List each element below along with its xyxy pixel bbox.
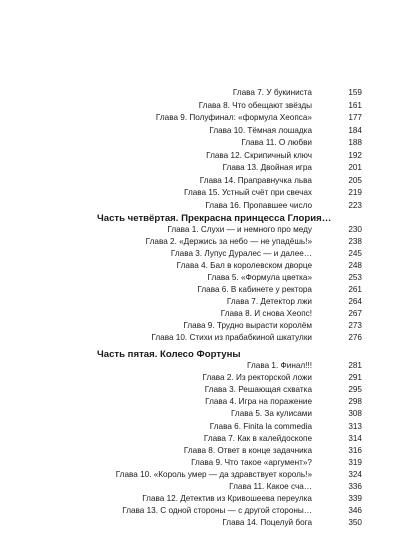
toc-entry xyxy=(0,396,362,407)
toc-entry xyxy=(0,505,362,516)
toc-entry-page-number: 298 xyxy=(348,397,362,407)
toc-entry xyxy=(0,236,362,247)
toc-entry-title: Глава 6. В кабинете у ректора xyxy=(197,285,312,294)
toc-entry-page-number: 313 xyxy=(348,421,362,431)
toc-entry-title: Глава 4. Игра на поражение xyxy=(205,397,312,407)
toc-entry-title: Глава 8. И снова Хеопс! xyxy=(220,309,312,318)
toc-entry xyxy=(0,408,362,419)
toc-entry-page-number: 346 xyxy=(348,506,362,516)
toc-entry xyxy=(0,272,362,283)
toc-entry-title: Глава 13. Двойная игра xyxy=(222,163,312,173)
toc-entry-title: Глава 11. О любви xyxy=(241,138,312,148)
part4-heading: Часть четвёртая. Прекрасна принцесса Глория… xyxy=(97,213,332,224)
toc-entry-page-number: 316 xyxy=(348,445,362,455)
toc-entry xyxy=(0,360,362,371)
toc-entry-page-number: 281 xyxy=(348,361,362,370)
toc-entry-page-number: 161 xyxy=(348,100,362,110)
toc-entry-title: Глава 14. Поцелуй бога xyxy=(222,518,312,528)
toc-entry xyxy=(0,187,362,198)
toc-entry-page-number: 276 xyxy=(348,333,362,342)
toc-entry-page-number: 324 xyxy=(348,469,362,479)
toc-entry-title: Глава 2. «Держись за небо — не упадёшь!» xyxy=(145,237,312,246)
toc-entry-title: Глава 7. У букиниста xyxy=(232,88,312,97)
toc-entry xyxy=(0,457,362,468)
toc-entry-title: Глава 8. Что обещают звёзды xyxy=(198,100,312,110)
toc-entry-title: Глава 15. Устный счёт при свечах xyxy=(183,188,312,198)
toc-entry-page-number: 339 xyxy=(348,494,362,504)
toc-entry-page-number: 188 xyxy=(348,138,362,148)
toc-entry-page-number: 184 xyxy=(348,125,362,135)
toc-entry-title: Глава 5. За кулисами xyxy=(230,409,312,419)
toc-entry-title: Глава 16. Пропавшее число xyxy=(205,200,312,210)
toc-entry-title: Глава 1. Слухи — и немного про меду xyxy=(167,225,312,234)
toc-entry-title: Глава 9. Что такое «аргумент»? xyxy=(191,457,312,467)
toc-entry xyxy=(0,384,362,395)
toc-entry xyxy=(0,481,362,492)
toc-entry-title: Глава 5. «Формула цветка» xyxy=(207,273,312,282)
toc-entry xyxy=(0,200,362,211)
toc-entry-page-number: 273 xyxy=(348,321,362,330)
toc-entry-title: Глава 10. Стихи из прабабкиной шкатулки xyxy=(151,333,312,342)
toc-entry-title: Глава 6. Finita la commedia xyxy=(209,421,312,431)
part5-heading: Часть пятая. Колесо Фортуны xyxy=(97,349,241,360)
toc-entry-page-number: 245 xyxy=(348,249,362,258)
toc-entry-page-number: 336 xyxy=(348,482,362,491)
toc-entry xyxy=(0,224,362,235)
toc-entry-page-number: 201 xyxy=(348,163,362,173)
toc-entry-title: Глава 12. Скрипичный ключ xyxy=(206,150,312,160)
toc-entry xyxy=(0,87,362,98)
toc-entry-page-number: 248 xyxy=(348,261,362,270)
toc-entry-page-number: 230 xyxy=(348,225,362,234)
toc-entry xyxy=(0,372,362,383)
toc-entry xyxy=(0,175,362,186)
toc-entry xyxy=(0,284,362,295)
toc-entry xyxy=(0,112,362,123)
toc-entry xyxy=(0,137,362,148)
toc-entry-title: Глава 12. Детектив из Кривошеева переулка xyxy=(142,494,312,504)
toc-entry-page-number: 308 xyxy=(348,409,362,419)
toc-entry-title: Глава 10. Тёмная лошадка xyxy=(209,125,312,135)
toc-entry-title: Глава 7. Как в калейдоскопе xyxy=(203,433,312,443)
toc-entry-page-number: 159 xyxy=(348,88,362,97)
toc-entry-title: Глава 4. Бал в королевском дворце xyxy=(176,261,312,270)
toc-entry-title: Глава 9. Полуфинал: «формула Хеопса» xyxy=(155,113,312,123)
toc-entry-title: Глава 13. С одной стороны — с другой стороны… xyxy=(122,506,312,516)
toc-entry-page-number: 238 xyxy=(348,237,362,246)
toc-entry-title: Глава 1. Финал!!! xyxy=(247,361,312,370)
toc-entry-title: Глава 10. «Король умер — да здравствует король!» xyxy=(115,469,312,479)
toc-entry-page-number: 264 xyxy=(348,297,362,306)
toc-entry-title: Глава 7. Детектор лжи xyxy=(226,297,312,306)
toc-entry-page-number: 314 xyxy=(348,433,362,443)
toc-entry-page-number: 350 xyxy=(348,518,362,528)
toc-entry xyxy=(0,517,362,528)
toc-entry-title: Глава 14. Праправнучка льва xyxy=(199,175,312,185)
toc-entry-page-number: 261 xyxy=(348,285,362,294)
toc-entry xyxy=(0,100,362,111)
toc-entry-title: Глава 9. Трудно вырасти королём xyxy=(183,321,312,330)
toc-entry xyxy=(0,125,362,136)
toc-entry-title: Глава 8. Ответ в конце задачника xyxy=(183,445,312,455)
toc-entry-page-number: 177 xyxy=(348,113,362,123)
toc-entry-page-number: 205 xyxy=(348,175,362,185)
toc-entry xyxy=(0,248,362,259)
toc-entry-title: Глава 3. Решающая схватка xyxy=(204,385,312,395)
toc-entry xyxy=(0,296,362,307)
toc-entry-page-number: 295 xyxy=(348,385,362,395)
toc-entry-page-number: 223 xyxy=(348,200,362,210)
toc-entry-page-number: 291 xyxy=(348,373,362,383)
toc-entry xyxy=(0,150,362,161)
toc-entry xyxy=(0,469,362,480)
toc-entry-title: Глава 2. Из ректорской ложи xyxy=(202,373,312,383)
toc-entry xyxy=(0,421,362,432)
toc-entry xyxy=(0,433,362,444)
toc-entry xyxy=(0,493,362,504)
toc-entry-title: Глава 11. Какое сча… xyxy=(229,482,312,491)
toc-entry xyxy=(0,162,362,173)
toc-entry xyxy=(0,332,362,343)
toc-entry xyxy=(0,260,362,271)
toc-entry-page-number: 267 xyxy=(348,309,362,318)
toc-entry xyxy=(0,308,362,319)
toc-entry-page-number: 319 xyxy=(348,457,362,467)
toc-entry-page-number: 253 xyxy=(348,273,362,282)
toc-entry-title: Глава 3. Лупус Дуралес — и далее… xyxy=(170,249,312,258)
toc-entry-page-number: 192 xyxy=(348,150,362,160)
toc-entry xyxy=(0,445,362,456)
toc-entry-page-number: 219 xyxy=(348,188,362,198)
toc-entry xyxy=(0,320,362,331)
